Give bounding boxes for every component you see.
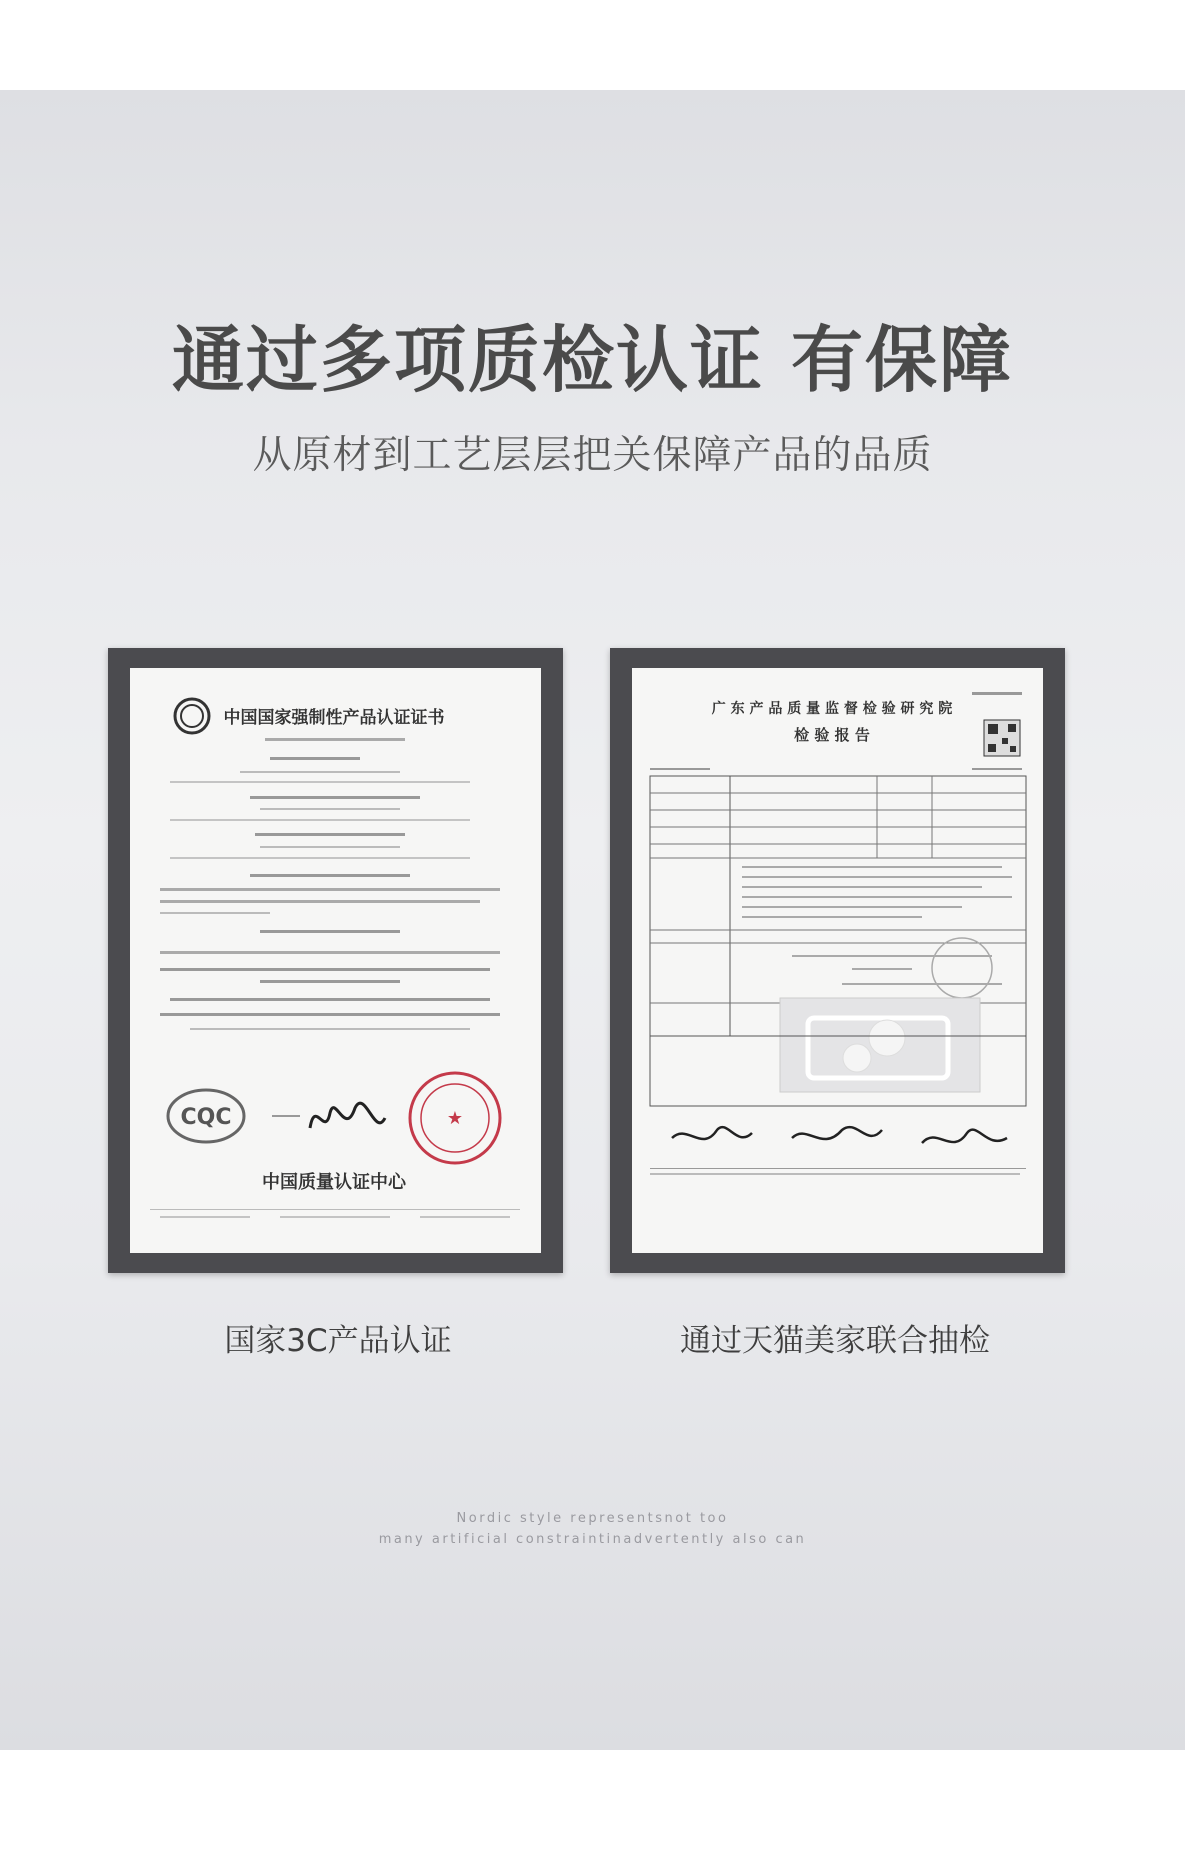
inspection-report-caption: 通过天猫美家联合抽检 bbox=[680, 1323, 990, 1359]
certificate-3c-document bbox=[130, 668, 541, 1253]
inspection-report-title: 广 东 产 品 质 量 监 督 检 验 研 究 院 bbox=[711, 701, 953, 717]
footer-line-1: Nordic style representsnot too bbox=[456, 1511, 729, 1526]
inspection-report-image bbox=[632, 668, 1043, 1253]
headline: 通过多项质检认证 有保障 bbox=[171, 318, 1014, 402]
svg-text:★: ★ bbox=[446, 1108, 464, 1129]
footer-tagline bbox=[0, 1508, 1185, 1550]
inspection-report-document bbox=[632, 668, 1043, 1253]
subheadline: 从原材到工艺层层把关保障产品的品质 bbox=[252, 433, 933, 478]
certificate-3c-image bbox=[130, 668, 541, 1253]
inspection-report-frame bbox=[610, 648, 1065, 1273]
cqc-logo-text: CQC bbox=[180, 1105, 232, 1130]
certificate-3c-title: 中国国家强制性产品认证证书 bbox=[223, 708, 445, 728]
certificate-3c-frame bbox=[108, 648, 563, 1273]
certificate-3c-caption: 国家3C产品认证 bbox=[224, 1323, 452, 1359]
certificate-3c-issuer: 中国质量认证中心 bbox=[262, 1172, 406, 1193]
inspection-report-subtitle: 检 验 报 告 bbox=[794, 726, 870, 744]
footer-line-2: many artificial constraintinadvertently also can bbox=[378, 1532, 807, 1547]
